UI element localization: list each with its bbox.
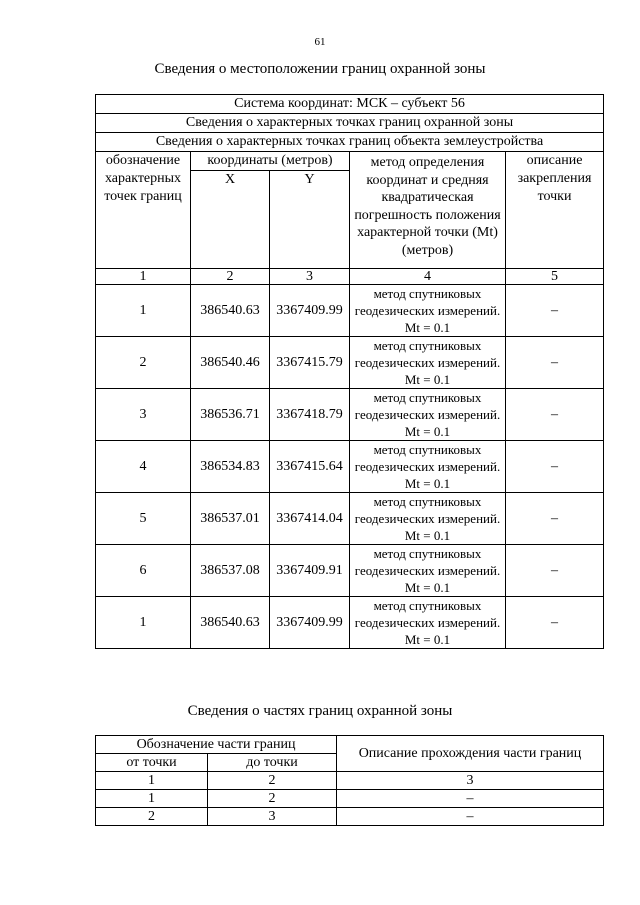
from-point-cell: 2 <box>96 808 208 826</box>
boundary-parts-table <box>95 735 604 826</box>
y-cell: 3367418.79 <box>270 389 350 441</box>
method-cell: метод спутниковых геодезических измерений. Mt = 0.1 <box>350 441 506 493</box>
description-cell: – <box>506 493 604 545</box>
point-cell: 6 <box>96 545 191 597</box>
column-number: 4 <box>350 269 506 285</box>
x-cell: 386540.63 <box>191 597 270 649</box>
method-cell: метод спутниковых геодезических измерений. Mt = 0.1 <box>350 389 506 441</box>
method-cell: метод спутниковых геодезических измерений. Mt = 0.1 <box>350 285 506 337</box>
header-point-designation: обозначение характерных точек границ <box>96 152 191 269</box>
from-point-cell: 1 <box>96 790 208 808</box>
point-cell: 1 <box>96 597 191 649</box>
method-cell: метод спутниковых геодезических измерений. Mt = 0.1 <box>350 493 506 545</box>
table-row <box>96 337 604 389</box>
x-cell: 386540.63 <box>191 285 270 337</box>
table-row <box>96 790 604 808</box>
header-from-point: от точки <box>96 754 208 772</box>
y-cell: 3367415.79 <box>270 337 350 389</box>
column-number: 1 <box>96 772 208 790</box>
header-part-designation: Обозначение части границ <box>96 736 337 754</box>
y-cell: 3367409.91 <box>270 545 350 597</box>
y-cell: 3367409.99 <box>270 285 350 337</box>
header-description: описание закрепления точки <box>506 152 604 269</box>
table-row <box>96 808 604 826</box>
section-title-boundary-location: Сведения о местоположении границ охранной зоны <box>154 61 486 77</box>
column-number: 3 <box>337 772 604 790</box>
point-cell: 5 <box>96 493 191 545</box>
x-cell: 386540.46 <box>191 337 270 389</box>
header-to-point: до точки <box>208 754 337 772</box>
description-cell: – <box>506 285 604 337</box>
description-cell: – <box>506 337 604 389</box>
method-cell: метод спутниковых геодезических измерений. Mt = 0.1 <box>350 545 506 597</box>
x-cell: 386537.01 <box>191 493 270 545</box>
point-cell: 4 <box>96 441 191 493</box>
description-cell: – <box>506 597 604 649</box>
to-point-cell: 3 <box>208 808 337 826</box>
y-cell: 3367415.64 <box>270 441 350 493</box>
header-coordinates: координаты (метров) <box>191 152 350 171</box>
table-row <box>96 389 604 441</box>
table-row <box>96 441 604 493</box>
object-points-heading-row: Сведения о характерных точках границ объекта землеустройства <box>96 133 604 152</box>
header-part-description: Описание прохождения части границ <box>337 736 604 772</box>
method-cell: метод спутниковых геодезических измерений. Mt = 0.1 <box>350 597 506 649</box>
description-cell: – <box>506 545 604 597</box>
point-cell: 3 <box>96 389 191 441</box>
column-number: 5 <box>506 269 604 285</box>
column-number: 3 <box>270 269 350 285</box>
table-row <box>96 285 604 337</box>
section-title-boundary-parts: Сведения о частях границ охранной зоны <box>187 703 453 719</box>
column-number: 2 <box>208 772 337 790</box>
part-description-cell: – <box>337 790 604 808</box>
column-number: 1 <box>96 269 191 285</box>
description-cell: – <box>506 441 604 493</box>
x-cell: 386537.08 <box>191 545 270 597</box>
description-cell: – <box>506 389 604 441</box>
point-cell: 2 <box>96 337 191 389</box>
to-point-cell: 2 <box>208 790 337 808</box>
header-x: X <box>191 171 270 269</box>
point-cell: 1 <box>96 285 191 337</box>
header-y: Y <box>270 171 350 269</box>
coordinate-system-row: Система координат: МСК – субъект 56 <box>96 95 604 114</box>
page-number: 61 <box>314 36 326 48</box>
header-method: метод определения координат и средняя квадратическая погрешность положения характерной точки (Mt) (метров) <box>350 152 506 269</box>
part-description-cell: – <box>337 808 604 826</box>
zone-points-heading-row: Сведения о характерных точках границ охранной зоны <box>96 114 604 133</box>
points-table <box>95 94 604 649</box>
y-cell: 3367414.04 <box>270 493 350 545</box>
table-row <box>96 493 604 545</box>
table-row <box>96 597 604 649</box>
table-row <box>96 545 604 597</box>
column-number: 2 <box>191 269 270 285</box>
x-cell: 386534.83 <box>191 441 270 493</box>
y-cell: 3367409.99 <box>270 597 350 649</box>
method-cell: метод спутниковых геодезических измерений. Mt = 0.1 <box>350 337 506 389</box>
x-cell: 386536.71 <box>191 389 270 441</box>
